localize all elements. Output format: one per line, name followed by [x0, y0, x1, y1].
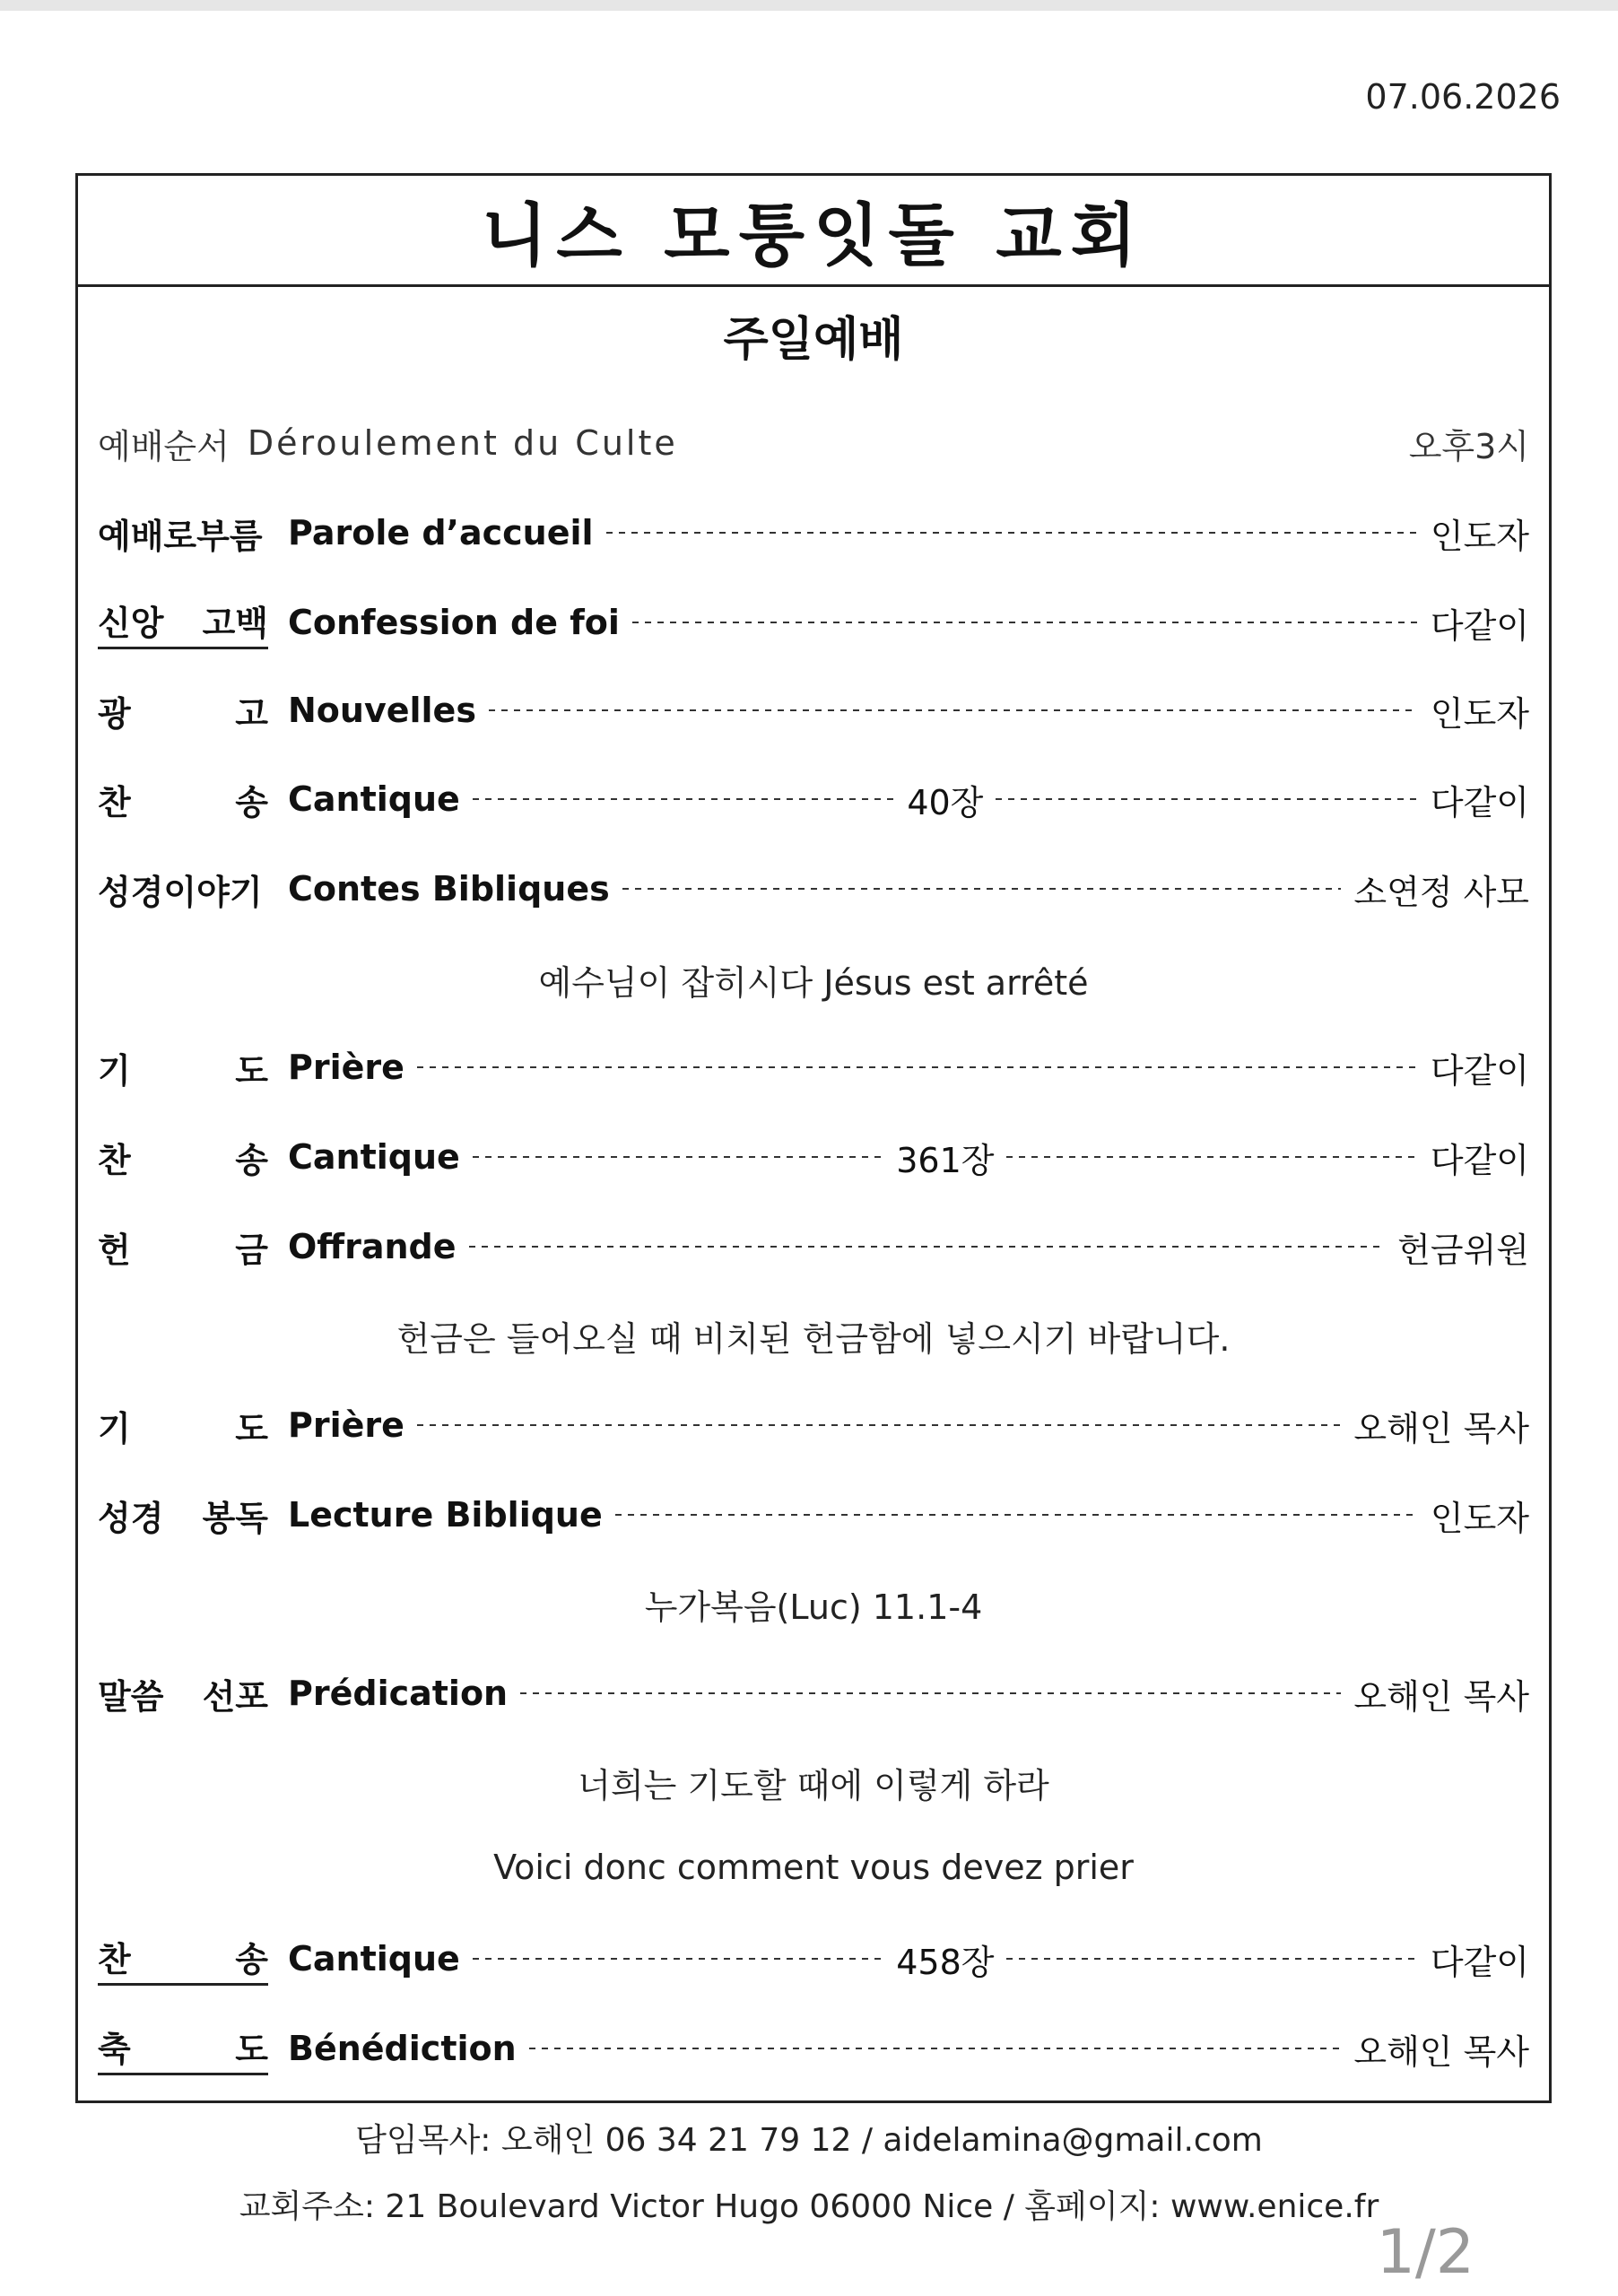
order-item [98, 1932, 1529, 1986]
order-item [98, 1398, 1529, 1452]
item-role: 헌금위원 [1397, 1230, 1529, 1270]
dotted-leader [1006, 1958, 1417, 1960]
item-fr-label: Parole d’accueil [288, 513, 594, 552]
item-ko-label: 찬 송 [98, 1932, 268, 1986]
dotted-leader [489, 709, 1418, 711]
dotted-leader [622, 888, 1342, 890]
bulletin-frame [75, 173, 1552, 2103]
item-role: 인도자 [1430, 1498, 1529, 1538]
hymn-number: 40장 [907, 782, 984, 822]
sermon-title-fr: Voici donc comment vous devez prier [493, 1848, 1134, 1887]
item-ko-label: 기 도 [98, 1050, 268, 1091]
item-ko-label: 예배로부름 [98, 516, 263, 556]
order-item [98, 683, 1529, 737]
item-ko-label: 찬 송 [98, 1140, 268, 1180]
item-role: 인도자 [1430, 693, 1529, 734]
service-time: 오후3시 [1408, 426, 1529, 466]
dotted-leader [469, 1246, 1386, 1248]
item-fr-label: Prière [288, 1048, 404, 1087]
item-ko-label: 헌 금 [98, 1230, 268, 1270]
item-role: 다같이 [1430, 1942, 1529, 1982]
item-role: 다같이 [1430, 1050, 1529, 1091]
item-role: 다같이 [1430, 782, 1529, 822]
item-role: 오해인 목사 [1353, 1676, 1529, 1717]
scripture-reference: 누가복음(Luc) 11.1-4 [644, 1587, 983, 1627]
item-fr-label: Contes Bibliques [288, 869, 610, 909]
item-ko-label: 성경 봉독 [98, 1498, 268, 1538]
church-address: 교회주소: 21 Boulevard Victor Hugo 06000 Nice / 홈페이지: www.enice.fr [239, 2188, 1379, 2225]
order-header-fr: Déroulement du Culte [247, 423, 678, 463]
order-item [98, 1220, 1529, 1274]
item-role: 오해인 목사 [1353, 2031, 1529, 2072]
item-role: 오해인 목사 [1353, 1408, 1529, 1448]
dotted-leader [473, 1156, 883, 1158]
order-item [98, 772, 1529, 826]
item-fr-label: Nouvelles [288, 691, 476, 730]
item-fr-label: Prière [288, 1405, 404, 1445]
order-item [98, 862, 1529, 916]
hymn-number: 361장 [896, 1140, 995, 1180]
dotted-leader [417, 1066, 1418, 1068]
item-ko-label: 광 고 [98, 693, 268, 734]
item-fr-label: Cantique [288, 779, 460, 819]
date: 07.06.2026 [1365, 77, 1561, 117]
dotted-leader [520, 1692, 1341, 1694]
item-fr-label: Confession de foi [288, 603, 620, 642]
church-name: 니스 모퉁잇돌 교회 [481, 196, 1146, 275]
item-ko-label: 축 도 [98, 2022, 268, 2075]
dotted-leader [996, 798, 1418, 800]
dotted-leader [473, 798, 895, 800]
top-border [0, 0, 1618, 11]
order-header-ko: 예배순서 [98, 426, 230, 466]
order-item [98, 1040, 1529, 1094]
item-fr-label: Offrande [288, 1227, 457, 1266]
order-item [98, 1666, 1529, 1720]
order-item [98, 506, 1529, 560]
item-fr-label: Bénédiction [288, 2029, 517, 2068]
story-title: 예수님이 잡히시다 Jésus est arrêté [538, 963, 1089, 1003]
dotted-leader [529, 2048, 1342, 2049]
item-ko-label: 찬 송 [98, 782, 268, 822]
order-item [98, 596, 1529, 649]
dotted-leader [615, 1514, 1418, 1516]
dotted-leader [606, 532, 1418, 534]
hymn-number: 458장 [896, 1942, 995, 1982]
item-role: 소연정 사모 [1353, 872, 1529, 912]
order-item [98, 1130, 1529, 1184]
item-fr-label: Prédication [288, 1674, 509, 1713]
item-ko-label: 기 도 [98, 1408, 268, 1448]
item-fr-label: Lecture Biblique [288, 1495, 603, 1535]
order-header [98, 416, 1529, 470]
dotted-leader [473, 1958, 883, 1960]
dotted-leader [1006, 1156, 1417, 1158]
item-ko-label: 성경이야기 [98, 872, 263, 912]
item-ko-label: 말씀 선포 [98, 1676, 268, 1717]
item-role: 다같이 [1430, 605, 1529, 646]
sermon-title-ko: 너희는 기도할 때에 이렇게 하라 [578, 1766, 1049, 1805]
item-role: 다같이 [1430, 1140, 1529, 1180]
page-number: 1/2 [1376, 2217, 1474, 2288]
bulletin-header [78, 176, 1549, 287]
offering-note: 헌금은 들어오실 때 비치된 헌금함에 넣으시기 바랍니다. [396, 1319, 1231, 1359]
dotted-leader [417, 1424, 1341, 1426]
item-ko-label: 신앙 고백 [98, 596, 268, 649]
item-role: 인도자 [1430, 516, 1529, 556]
service-title: 주일예배 [723, 313, 904, 367]
order-item [98, 1488, 1529, 1542]
order-item [98, 2022, 1529, 2075]
item-fr-label: Cantique [288, 1137, 460, 1177]
pastor-contact: 담임목사: 오해인 06 34 21 79 12 / aidelamina@gmail.com [355, 2122, 1263, 2159]
dotted-leader [632, 622, 1418, 623]
item-fr-label: Cantique [288, 1939, 460, 1979]
